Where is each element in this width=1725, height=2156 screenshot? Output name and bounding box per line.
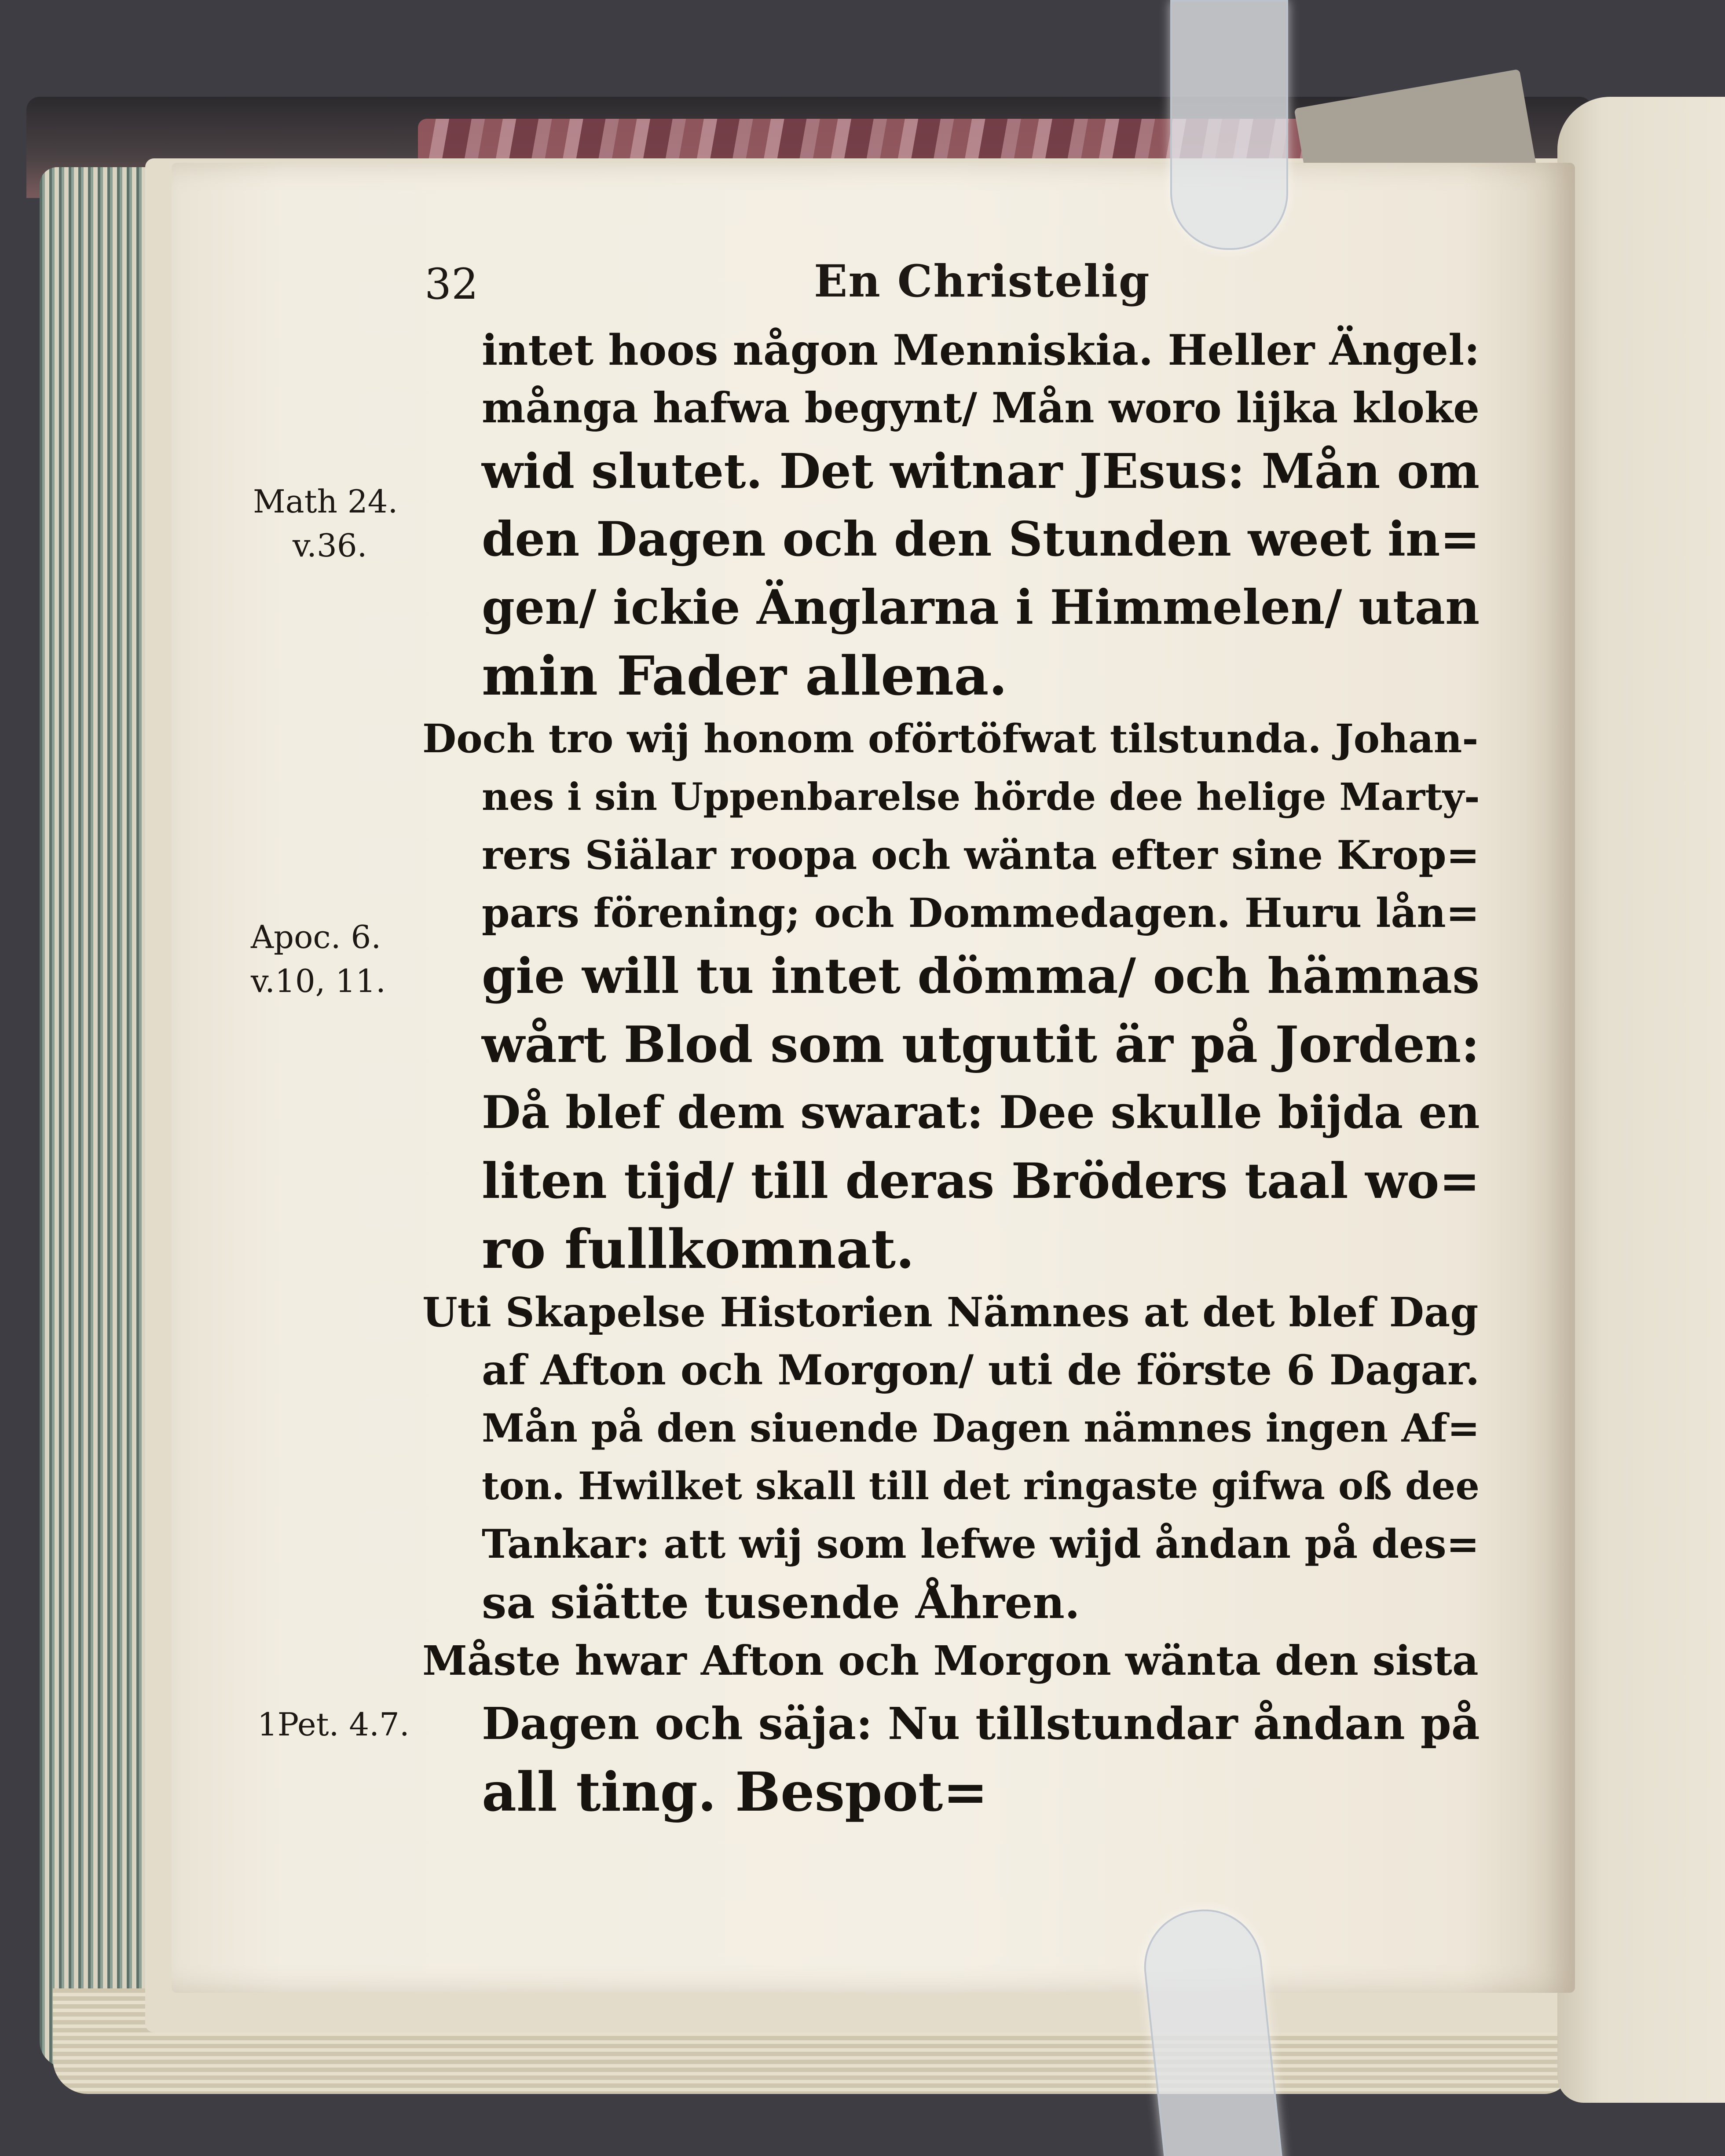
- text-line: intet hoos någon Menniskia. Heller Ängel:: [482, 326, 1480, 375]
- text-line: Måste hwar Afton och Morgon wänta den sista: [422, 1637, 1479, 1684]
- text-line: den Dagen och den Stunden weet in=: [482, 512, 1480, 567]
- text-line: Uti Skapelse Historien Nämnes at det blef Dag: [422, 1288, 1479, 1336]
- margin-note-line: Math 24.: [253, 483, 398, 520]
- text-line: Mån på den siuende Dagen nämnes ingen Af=: [482, 1406, 1480, 1451]
- page-clip-top: [1170, 0, 1288, 250]
- margin-note-line: v.10, 11.: [251, 963, 386, 999]
- text-line: Då blef dem swarat: Dee skulle bijda en: [482, 1086, 1480, 1139]
- running-head: En Christelig: [814, 255, 1150, 307]
- text-line: Dagen och säja: Nu tillstundar åndan på: [482, 1698, 1480, 1750]
- text-line: sa siätte tusende Åhren.: [482, 1577, 1080, 1629]
- margin-note-line: v.36.: [293, 527, 367, 564]
- text-line: af Afton och Morgon/ uti de förste 6 Dagar.: [482, 1346, 1480, 1395]
- text-line: ton. Hwilket skall till det ringaste gifwa oß dee: [482, 1464, 1480, 1508]
- margin-note-line: Apoc. 6.: [251, 919, 381, 955]
- text-line: wid slutet. Det witnar JEsus: Mån om: [482, 443, 1480, 499]
- text-line: ro fullkomnat.: [482, 1217, 915, 1281]
- margin-note-line: 1Pet. 4.7.: [257, 1706, 410, 1743]
- body-text: [422, 321, 1500, 1826]
- page-number: 32: [425, 260, 479, 309]
- text-line: liten tijd/ till deras Bröders taal wo=: [482, 1153, 1480, 1209]
- text-line: pars förening; och Dommedagen. Huru lån=: [482, 889, 1480, 937]
- text-line: nes i sin Uppenbarelse hörde dee helige Marty-: [482, 775, 1480, 819]
- text-line: många hafwa begynt/ Mån woro lijka kloke: [482, 384, 1480, 432]
- text-line: Tankar: att wij som lefwe wijd åndan på des=: [482, 1521, 1480, 1567]
- margin-note-math: [253, 480, 398, 567]
- text-line: gen/ ickie Änglarna i Himmelen/ utan: [482, 580, 1480, 635]
- facing-page-edge: [1557, 97, 1725, 2103]
- text-line: rers Siälar roopa och wänta efter sine Krop=: [482, 832, 1480, 879]
- text-line: Doch tro wij honom oförtöfwat tilstunda. Johan-: [422, 716, 1479, 762]
- text-line: wårt Blod som utgutit är på Jorden:: [482, 1015, 1480, 1074]
- margin-note-apoc: [251, 915, 386, 1003]
- text-line: gie will tu intet dömma/ och hämnas: [482, 948, 1480, 1005]
- text-line: all ting. Bespot=: [482, 1760, 988, 1823]
- text-line: min Fader allena.: [482, 644, 1007, 707]
- margin-note-pet: [257, 1702, 410, 1746]
